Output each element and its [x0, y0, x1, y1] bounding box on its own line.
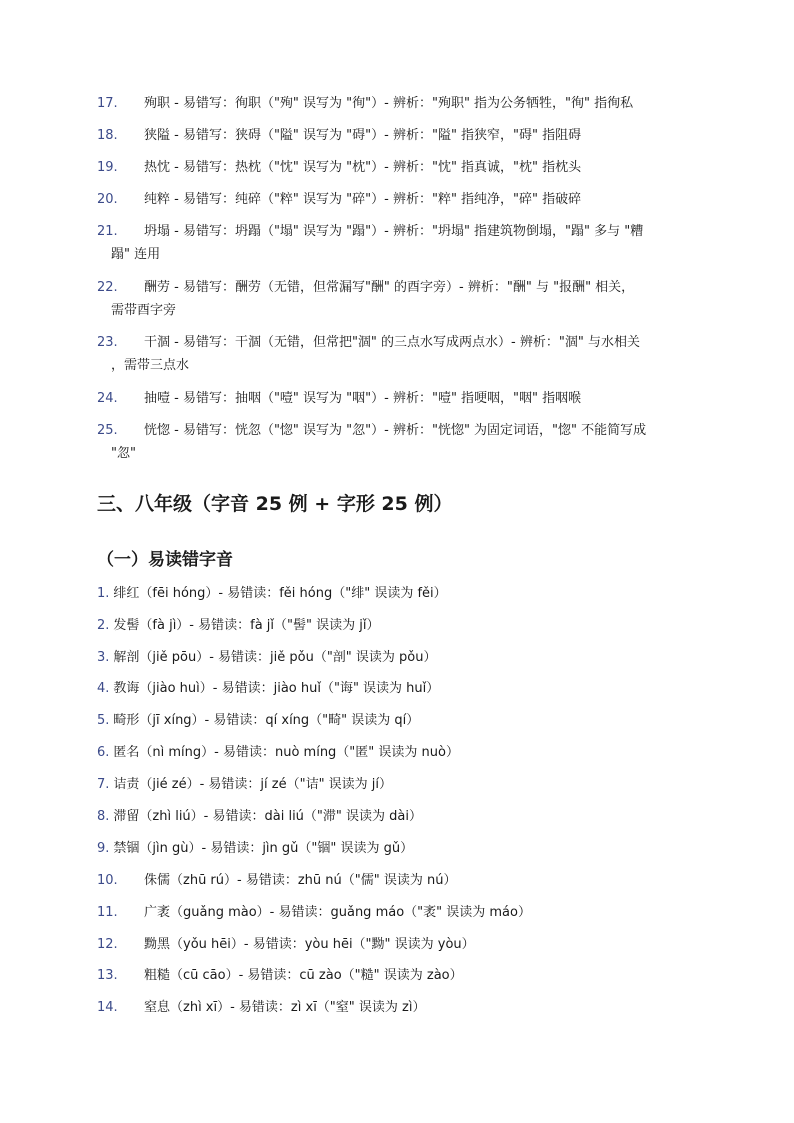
item-number: 19. [97, 160, 118, 175]
list-item [97, 584, 707, 604]
subsection-heading: （一）易读错字音 [97, 550, 233, 570]
item-text: 粗糙（cū cāo）- 易错读：cū zào（"糙" 误读为 zào） [144, 968, 463, 983]
item-text: 解剖（jiě pōu）- 易错读：jiě pǒu（"剖" 误读为 pǒu） [113, 650, 437, 665]
item-text: 恍惚 - 易错写：恍忽（"惚" 误写为 "忽"）- 辨析："恍惚" 为固定词语，"惚" 不能简写成 [144, 423, 647, 438]
item-text: 教诲（jiào huì）- 易错读：jiào huǐ（"诲" 误读为 huǐ） [113, 681, 440, 696]
list-item [97, 156, 707, 179]
list-item [97, 188, 707, 211]
list-item [97, 743, 707, 763]
list-item [97, 903, 707, 923]
list-item [97, 331, 707, 377]
list-item [97, 935, 707, 955]
item-text: 禁锢（jìn gù）- 易错读：jìn gǔ（"锢" 误读为 gǔ） [113, 841, 414, 856]
item-number: 18. [97, 128, 118, 143]
item-number: 2. [97, 618, 110, 633]
item-text: 广袤（guǎng mào）- 易错读：guǎng máo（"袤" 误读为 máo） [144, 905, 531, 920]
item-text: 酬劳 - 易错写：酬劳（无错，但常漏写"酬" 的酉字旁）- 辨析："酬" 与 "报酬" 相关， [144, 280, 635, 295]
item-text-continued: 需带酉字旁 [111, 303, 177, 318]
item-text: 畸形（jī xíng）- 易错读：qí xíng（"畸" 误读为 qí） [113, 713, 420, 728]
list-item [97, 92, 707, 115]
item-number: 17. [97, 96, 118, 111]
item-text: 滞留（zhì liú）- 易错读：dài liú（"滞" 误读为 dài） [113, 809, 422, 824]
item-text: 诘责（jié zé）- 易错读：jí zé（"诘" 误读为 jí） [113, 777, 393, 792]
item-text: 侏儒（zhū rú）- 易错读：zhū nú（"儒" 误读为 nú） [144, 873, 457, 888]
list-item [97, 387, 707, 410]
item-text: 绯红（fēi hóng）- 易错读：fěi hóng（"绯" 误读为 fěi） [113, 586, 447, 601]
item-number: 20. [97, 192, 118, 207]
item-text: 窒息（zhì xī）- 易错读：zì xī（"窒" 误读为 zì） [144, 1000, 426, 1015]
item-number: 22. [97, 280, 118, 295]
item-text: 发髻（fà jì）- 易错读：fà jǐ（"髻" 误读为 jǐ） [113, 618, 380, 633]
item-text: 抽噎 - 易错写：抽咽（"噎" 误写为 "咽"）- 辨析："噎" 指哽咽，"咽" 指咽喉 [144, 391, 582, 406]
item-text: 坍塌 - 易错写：坍蹋（"塌" 误写为 "蹋"）- 辨析："坍塌" 指建筑物倒塌，"蹋" 多与 "糟 [144, 224, 644, 239]
item-number: 13. [97, 968, 118, 983]
item-number: 12. [97, 937, 118, 952]
section-heading: 三、八年级（字音 25 例 + 字形 25 例） [97, 493, 453, 515]
item-number: 1. [97, 586, 110, 601]
item-number: 23. [97, 335, 118, 350]
item-number: 8. [97, 809, 110, 824]
item-number: 14. [97, 1000, 118, 1015]
item-number: 7. [97, 777, 110, 792]
list-item [97, 276, 707, 322]
item-text: 热忱 - 易错写：热枕（"忱" 误写为 "枕"）- 辨析："忱" 指真诚，"枕" 指枕头 [144, 160, 582, 175]
list-item [97, 871, 707, 891]
list-item [97, 711, 707, 731]
list-item [97, 616, 707, 636]
item-number: 5. [97, 713, 110, 728]
list-item [97, 220, 707, 266]
list-item [97, 419, 707, 465]
item-number: 6. [97, 745, 110, 760]
item-number: 21. [97, 224, 118, 239]
item-text: 纯粹 - 易错写：纯碎（"粹" 误写为 "碎"）- 辨析："粹" 指纯净，"碎" 指破碎 [144, 192, 582, 207]
item-number: 24. [97, 391, 118, 406]
list-item [97, 966, 707, 986]
list-item [97, 124, 707, 147]
item-text: 干涸 - 易错写：干涸（无错，但常把"涸" 的三点水写成两点水）- 辨析："涸" 与水相关 [144, 335, 640, 350]
item-number: 9. [97, 841, 110, 856]
list-item [97, 839, 707, 859]
item-text: 殉职 - 易错写：徇职（"殉" 误写为 "徇"）- 辨析："殉职" 指为公务牺牲，"徇" 指徇私 [144, 96, 634, 111]
item-number: 3. [97, 650, 110, 665]
list-item [97, 679, 707, 699]
list-item [97, 998, 707, 1018]
item-number: 25. [97, 423, 118, 438]
item-text: 狭隘 - 易错写：狭碍（"隘" 误写为 "碍"）- 辨析："隘" 指狭窄，"碍" 指阻碍 [144, 128, 582, 143]
item-number: 11. [97, 905, 118, 920]
item-number: 4. [97, 681, 110, 696]
item-text: 匿名（nì míng）- 易错读：nuò míng（"匿" 误读为 nuò） [113, 745, 459, 760]
item-text-continued: "忽" [111, 446, 136, 461]
list-item [97, 775, 707, 795]
item-number: 10. [97, 873, 118, 888]
item-text-continued: ，需带三点水 [111, 358, 190, 373]
list-item [97, 807, 707, 827]
item-text: 黝黑（yǒu hēi）- 易错读：yòu hēi（"黝" 误读为 yòu） [144, 937, 475, 952]
list-item [97, 648, 707, 668]
item-text-continued: 蹋" 连用 [111, 247, 161, 262]
